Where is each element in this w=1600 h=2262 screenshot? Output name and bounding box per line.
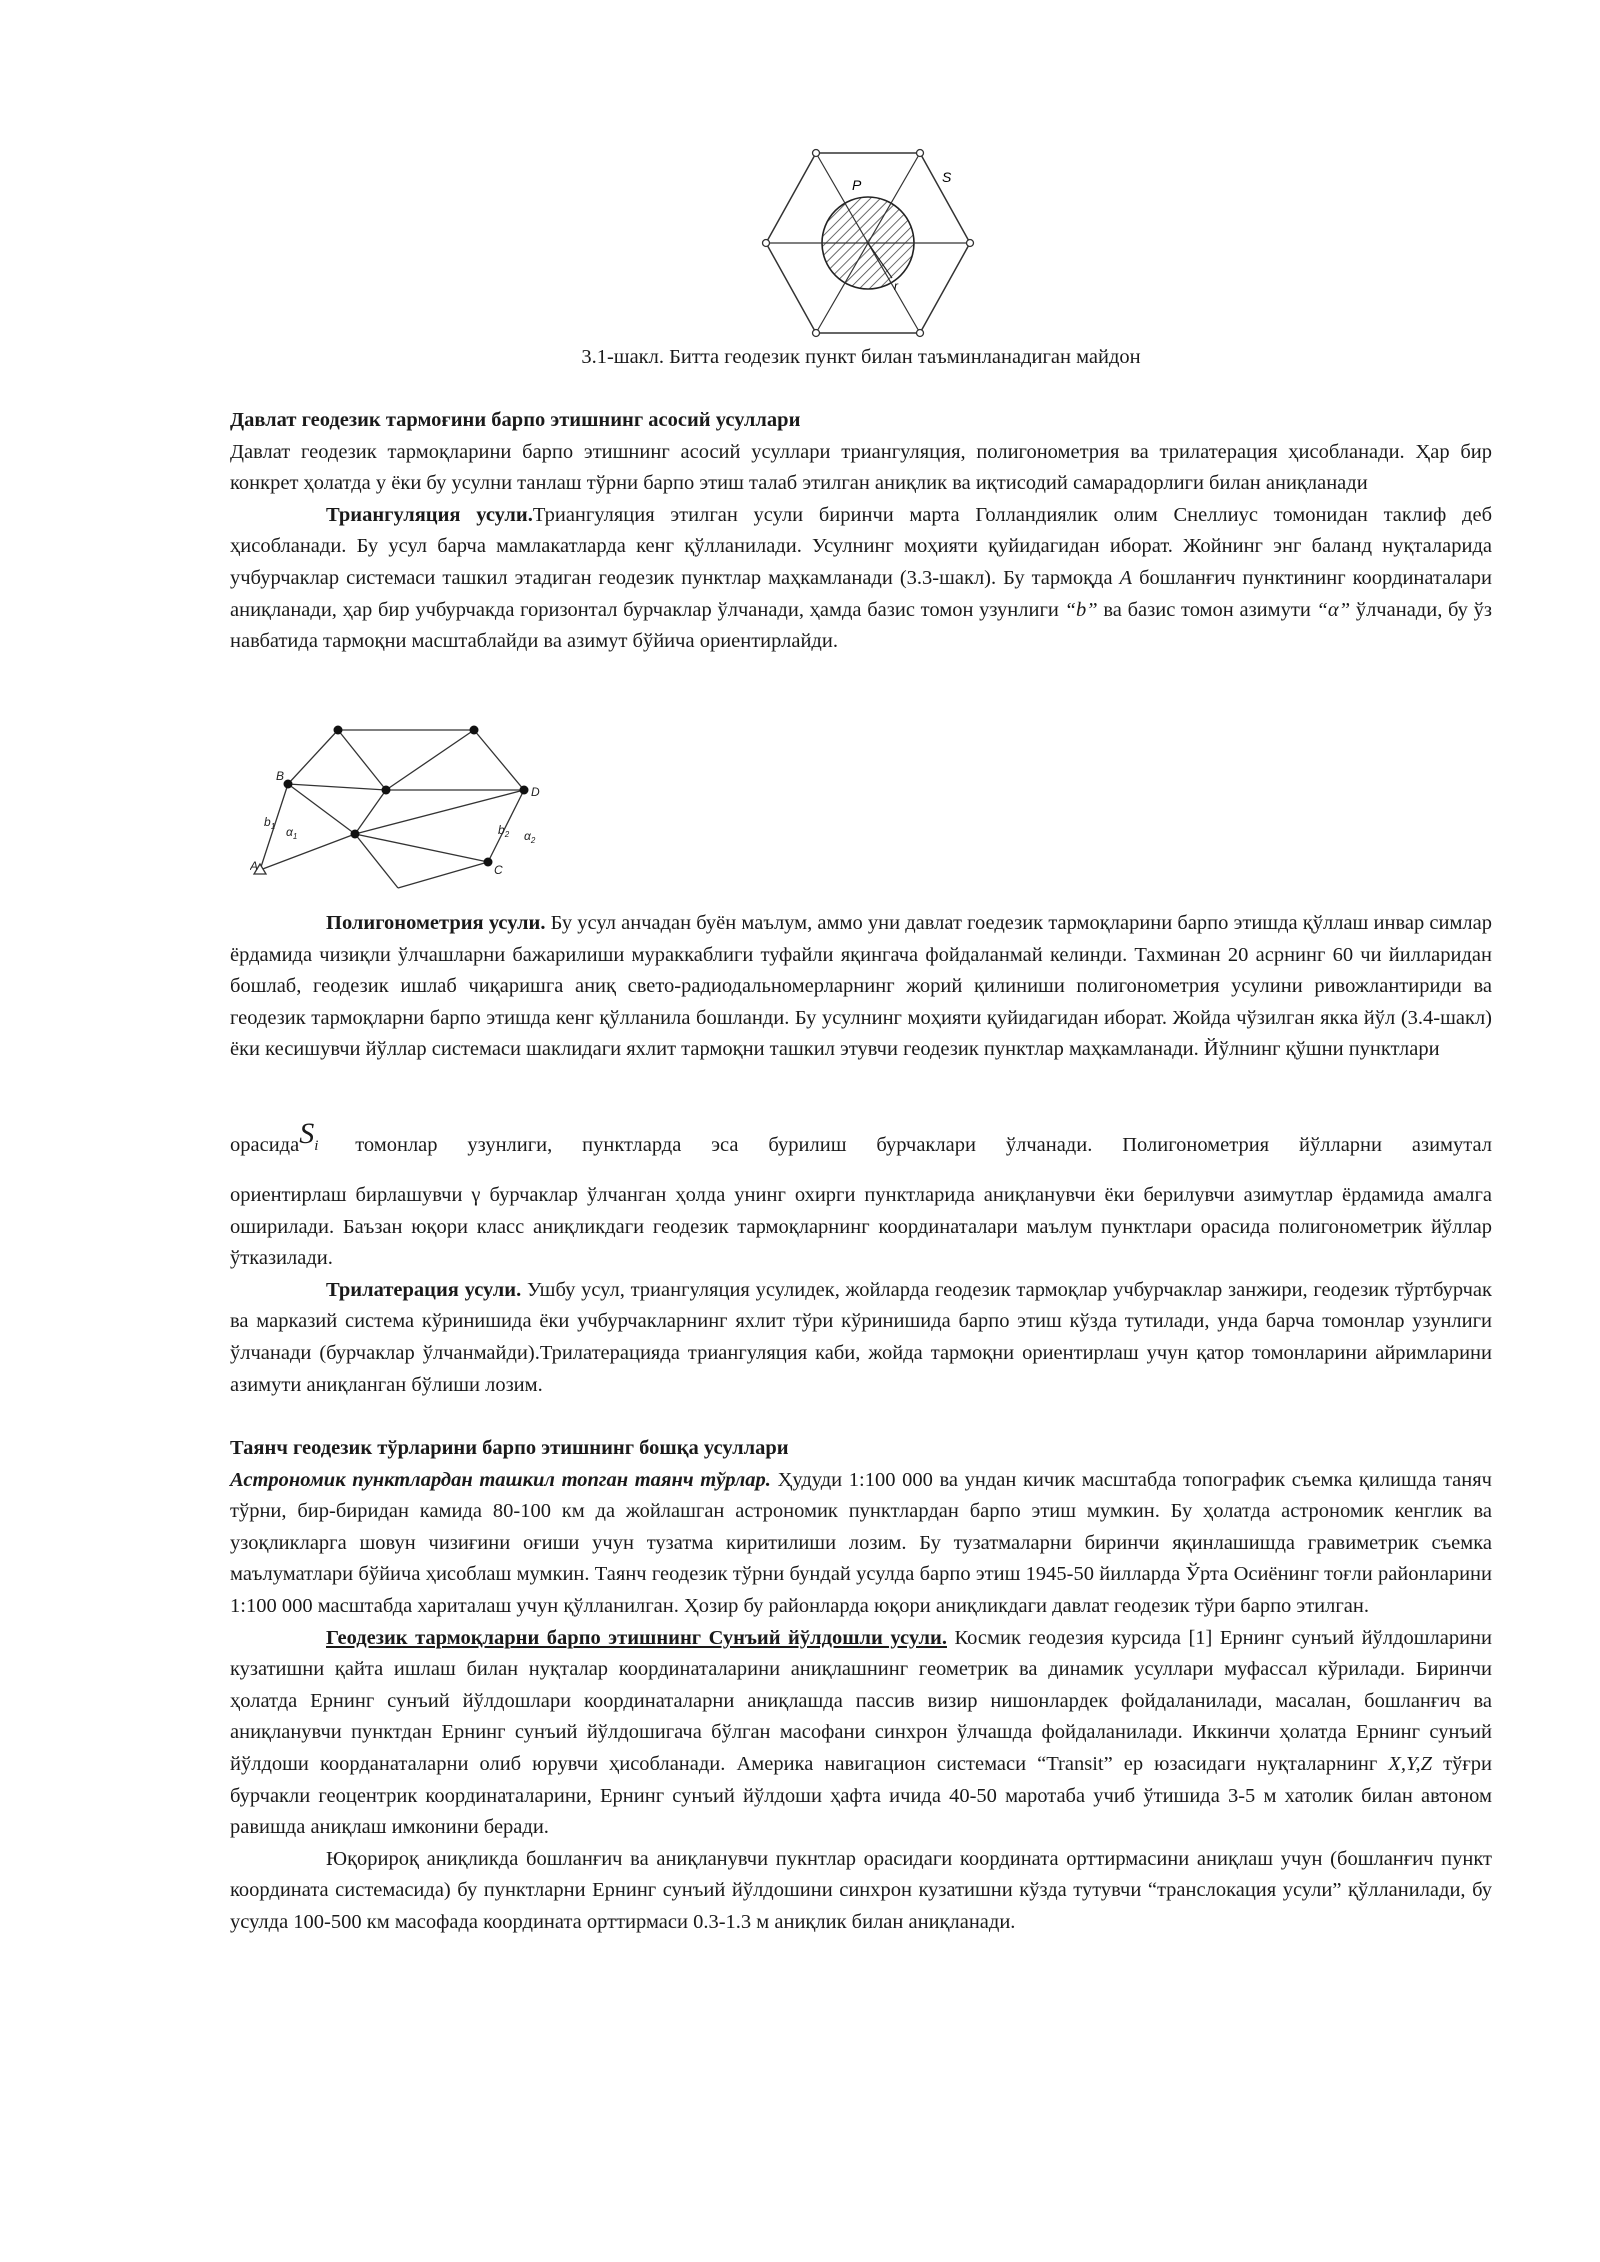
- section-polygonometry: [230, 908, 1492, 1066]
- triangulation-network-figure: [250, 718, 550, 890]
- triangulation-text: Триангуляция этилган усули биринчи марта Голландиялик олим Снеллиус томонидан таклиф деб ҳисобланади. Бу усул барча мамлакатларда кенг қўлланилади. Усулнинг моҳияти қуйидагидан иборат. Жойнинг энг баланд нуқталарида учбурчаклар системаси ташкил этадиган геодезик пунктлар маҳкамланади (3.3-шакл). Бу тармоқда: [230, 503, 1492, 589]
- polygonometry-text-2a: орасида: [230, 1134, 300, 1156]
- section-polygonometry-cont: [230, 1180, 1492, 1401]
- label-a: A: [250, 859, 259, 873]
- intro-paragraph: Давлат геодезик тармоқларини барпо этишнинг асосий усуллари триангуляция, полигонометрия ва трилатерация ҳисобланади. Ҳар бир конкрет ҳолатда у ёки бу усулни танлаш тўрни барпо этиш талаб этилган аниқлик ва иқтисодий самарадорлиги билан аниқланади: [230, 440, 1492, 495]
- polygonometry-text: Бу усул анчадан буён маълум, аммо уни давлат гоедезик тармоқларини барпо этишда қўллаш инвар симлар ёрдамида чизиқли ўлчашларни бажарилиши мураккаблиги туфайли яқингача фойдаланмай келинди. Тахминан 20 асрнинг 60 чи йилларидан бошлаб, геодезик ишлаб чиқаришга аниқ свето-радиодальномерларнинг жорий қилиниши полигонометрия усулини ривожлантириди ва геодезик тармоқларни барпо этишда кенг қўлланила бошланди. Бу усулнинг моҳияти қуйидагидан иборат. Жойда чўзилган якка йўл (3.4-шакл) ёки кесишувчи йўллар системаси шаклидаги яхлит тармоқни ташкил этувчи геодезик пунктлар маҳкамланади. Йўлнинг қўшни пунктлари: [230, 912, 1492, 1061]
- triangulation-title: Триангуляция усули.: [326, 503, 533, 526]
- label-b: B: [276, 769, 285, 783]
- hexagon-figure: [752, 148, 984, 338]
- label-p: P: [852, 177, 862, 193]
- triangulation-text-3: ва базис томон азимути: [1097, 598, 1317, 621]
- label-b1: $b_1$: [264, 815, 276, 831]
- triangulation-text-2: бошланғич пунктининг координаталари аниқланади, ҳар бир учбурчакда горизонтал бурчаклар ўлчанади, ҳамда базис томон узунлиги: [230, 566, 1492, 621]
- azimuth-alpha: “α”: [1316, 598, 1351, 621]
- section-heading: Давлат геодезик тармоғини барпо этишнинг асосий усуллари: [230, 409, 801, 431]
- section-main-methods: [230, 405, 1492, 658]
- polygonometry-text-2b: томонлар узунлиги, пунктларда эса бурилиш бурчаклари ўлчанади. Полигонометрия йўлларни азимутал: [355, 1134, 1492, 1156]
- label-c: C: [494, 863, 503, 877]
- label-s: S: [942, 169, 952, 185]
- polygonometry-paragraph: [230, 908, 1492, 1066]
- label-r: r: [894, 279, 898, 293]
- point-a: A: [1119, 566, 1133, 589]
- satellite-text: Космик геодезия курсида [1] Ернинг сунъий йўлдошларини кузатишни қайта ишлаш билан нуқталар координаталарини аниқлашнинг геометрик ва динамик усуллари муфассал кўрилади. Биринчи ҳолатда Ернинг сунъий йўлдошлари координаталарни аниқлашда пассив визир нишонлардек фойдаланилади, масалан, бошланғич ва аниқланувчи пунктдан Ернинг сунъий йўлдошигача бўлган масофани синхрон ўлчашда фойдаланилади. Иккинчи ҳолатда Ернинг сунъий йўлдоши коорданаталарни олиб юрувчи ҳисобланади. Америка навигацион системаси “Transit” ер юзасидаги нуқталарнинг: [230, 1626, 1492, 1775]
- label-d: D: [531, 785, 540, 799]
- satellite-text-2: тўғри бурчакли геоцентрик координаталарини, Ернинг сунъий йўлдоши ҳафта ичида 40-50 маротаба учиб ўтишида 3-5 м хатолик билан автоном равишда аниқлаш имконини беради.: [230, 1752, 1492, 1839]
- figure-caption: 3.1-шакл. Битта геодезик пункт билан таъминланадиган майдон: [581, 346, 1141, 368]
- label-alpha1: $\alpha_1$: [286, 825, 298, 841]
- coordinates-xyz: X,Y,Z: [1388, 1752, 1433, 1775]
- polygonometry-title: Полигонометрия усули.: [326, 912, 546, 934]
- astronomic-text: Ҳудуди 1:100 000 ва ундан кичик масштабда топографик съемка қилишда таняч тўрни, бир-биридан камида 80-100 км да жойлашган астрономик пунктлардан барпо этиш мумкин. Бу ҳолатда астрономик кенглик ва узоқликларга шовун чизиғини оғиши учун тузатма киритилиши лозим. Бу тузатмаларни биринчи яқинлашишда гравиметрик съемка маълуматлари бўйича ҳисоблаш мумкин. Таянч геодезик тўрни бундай усулда барпо этиш 1945-50 йилларда Ўрта Осиёнинг тоғли районларини 1:100 000 масштабда хариталаш учун қўлланилган. Ҳозир бу районларда юқори аниқликдаги давлат геодезик тўри барпо этилган.: [230, 1468, 1492, 1617]
- side-length-si: $S_i$: [299, 1117, 319, 1154]
- triangulation-text-4: ўлчанади, бу ўз навбатида тармоқни масштаблайди ва азимут бўйича ориентирлайди.: [230, 598, 1493, 653]
- polygonometry-si-line: [230, 1117, 1492, 1171]
- polygonometry-text-3: ориентирлаш бирлашувчи γ бурчаклар ўлчанган ҳолда унинг охирги пунктларида аниқланувчи ёки берилувчи азимутлар ёрдамида амалга оширилади. Баъзан юқори класс аниқликдаги геодезик тармоқларнинг координаталари маълум пунктлари орасида полигонометрик йўллар ўтказилади.: [230, 1184, 1492, 1270]
- triangulation-paragraph: [230, 500, 1492, 658]
- base-b: “b”: [1064, 598, 1098, 621]
- astronomic-title: Астрономик пунктлардан ташкил топган таянч тўрлар.: [230, 1468, 771, 1491]
- trilateration-paragraph: [230, 1275, 1492, 1401]
- trilateration-text: Ушбу усул, триангуляция усулидек, жойларда геодезик тармоқлар учбурчаклар занжири, геодезик тўртбурчак ва марказий система кўринишида ёки учбурчакларнинг яхлит тўри кўринишида барпо этиш кўзда тутилади, унда барча томонлар узунлиги ўлчанади (бурчаклар ўлчанмайди).Трилатерацияда триангуляция каби, жойда тармоқни ориентирлаш учун қатор томонларини айримларини азимути аниқланган бўлиши лозим.: [230, 1278, 1492, 1396]
- trilateration-title: Трилатерация усули.: [326, 1278, 522, 1301]
- section-other-methods: [230, 1433, 1492, 1939]
- satellite-title: Геодезик тармоқларни барпо этишнинг Сунъий йўлдошли усули.: [326, 1626, 947, 1649]
- satellite-paragraph: [230, 1623, 1492, 1844]
- label-alpha2: $\alpha_2$: [524, 829, 536, 845]
- astronomic-paragraph: [230, 1465, 1492, 1623]
- section-heading-2: Таянч геодезик тўрларини барпо этишнинг бошқа усуллари: [230, 1437, 789, 1459]
- translocation-paragraph: Юқорироқ аниқликда бошланғич ва аниқланувчи пукнтлар орасидаги координата орттирмасини аниқлаш учун (бошланғич пункт координата системасида) бу пунктларни Ернинг сунъий йўлдошини синхрон кузатишни кўзда тутувчи “транслокация усули” қўлланилади, бу усулда 100-500 км масофада координата орттирмаси 0.3-1.3 м аниқлик билан аниқланади.: [230, 1847, 1492, 1933]
- label-b2: $b_2$: [498, 823, 510, 839]
